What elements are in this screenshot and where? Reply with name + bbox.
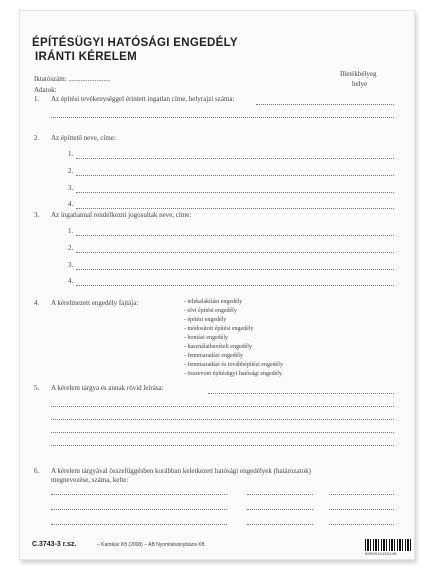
q5-question: A kérelem tárgya és annak rövid leírása:	[51, 384, 164, 392]
q2-number: 2.	[34, 134, 40, 142]
q6-number-line[interactable]	[247, 524, 313, 525]
adatok-label: Adatok:	[34, 86, 57, 94]
q5-answer-line[interactable]	[51, 419, 394, 420]
q2-row-number: 3.	[68, 184, 74, 192]
q3-question: Az ingatlannal rendelkezni jogosultak neve, címe:	[51, 211, 192, 219]
q2-row-line[interactable]	[76, 208, 394, 209]
q6-date-line[interactable]	[329, 494, 394, 495]
permit-option[interactable]: - fennmaradási és továbbépítési engedély	[184, 362, 283, 368]
q6-name-line[interactable]	[51, 524, 227, 525]
q3-row-number: 3.	[68, 261, 74, 269]
q5-answer-line[interactable]	[51, 406, 394, 407]
q1-number: 1.	[34, 95, 40, 103]
q5-answer-line[interactable]	[51, 445, 394, 446]
q6-question-line1: A kérelem tárgyával összefüggésben korábban keletkezett hatósági engedélyek (határozatok)	[51, 467, 311, 475]
q6-date-line[interactable]	[329, 509, 394, 510]
permit-option[interactable]: - telekalakítási engedély	[184, 299, 243, 305]
q3-row-number: 1.	[68, 227, 74, 235]
form-sheet	[19, 10, 415, 560]
q1-question: Az építési tevékenységgel érintett ingatlan címe, helyrajzi száma:	[51, 95, 235, 103]
q6-date-line[interactable]	[329, 524, 394, 525]
iktatoszam-field[interactable]: ........................	[68, 75, 111, 83]
q6-number-line[interactable]	[247, 494, 313, 495]
q1-answer-line-2[interactable]	[51, 117, 394, 118]
barcode	[365, 539, 413, 551]
iktatoszam-label-text: Iktatószám:	[34, 75, 67, 83]
q5-answer-line[interactable]	[51, 432, 394, 433]
q3-row-line[interactable]	[76, 269, 394, 270]
q2-row-number: 1.	[68, 150, 74, 158]
permit-option[interactable]: - bontási engedély	[184, 335, 228, 341]
form-code: C.3743-3 r.sz.	[32, 541, 77, 548]
q6-number-line[interactable]	[247, 509, 313, 510]
stamp-label: Illetékbélyeg	[340, 70, 377, 78]
form-title-line2: IRÁNTI KÉRELEM	[35, 51, 137, 63]
permit-option[interactable]: - fennmaradási engedély	[184, 353, 243, 359]
q3-number: 3.	[34, 211, 40, 219]
q4-number: 4.	[34, 299, 40, 307]
q3-row-line[interactable]	[76, 285, 394, 286]
q3-row-line[interactable]	[76, 252, 394, 253]
publisher-line: – Kamikar Kft (2008) – AB Nyomtatványbázis Kft.	[97, 542, 206, 548]
permit-option[interactable]: - összevont építésügyi hatósági engedély	[184, 371, 282, 377]
q4-question: A kérelmezett engedély fajtája:	[51, 299, 139, 307]
q5-number: 5.	[34, 384, 40, 392]
q3-row-number: 4.	[68, 277, 74, 285]
q2-row-line[interactable]	[76, 175, 394, 176]
q5-answer-line[interactable]	[208, 393, 394, 394]
form-title-line1: ÉPÍTÉSÜGYI HATÓSÁGI ENGEDÉLY	[32, 37, 238, 49]
q6-question-line2: megnevezése, száma, kelte:	[51, 476, 129, 484]
permit-option[interactable]: - használatbavételi engedély	[184, 344, 252, 350]
permit-option[interactable]: - módosított építési engedély	[184, 326, 254, 332]
q3-row-number: 2.	[68, 244, 74, 252]
q2-row-number: 4.	[68, 200, 74, 208]
q1-answer-line-1[interactable]	[256, 104, 394, 105]
q6-name-line[interactable]	[51, 509, 227, 510]
q6-number: 6.	[34, 467, 40, 475]
q2-row-line[interactable]	[76, 192, 394, 193]
q3-row-line[interactable]	[76, 235, 394, 236]
barcode-number: 5999914152148	[365, 551, 397, 556]
permit-option[interactable]: - építési engedély	[184, 317, 227, 323]
q2-row-line[interactable]	[76, 158, 394, 159]
iktatoszam-label	[34, 75, 110, 83]
q2-question: Az építtető neve, címe:	[51, 134, 116, 142]
q2-row-number: 2.	[68, 167, 74, 175]
stamp-label-place: helye	[352, 80, 368, 88]
permit-option[interactable]: - elvi építési engedély	[184, 308, 237, 314]
q6-name-line[interactable]	[51, 494, 227, 495]
